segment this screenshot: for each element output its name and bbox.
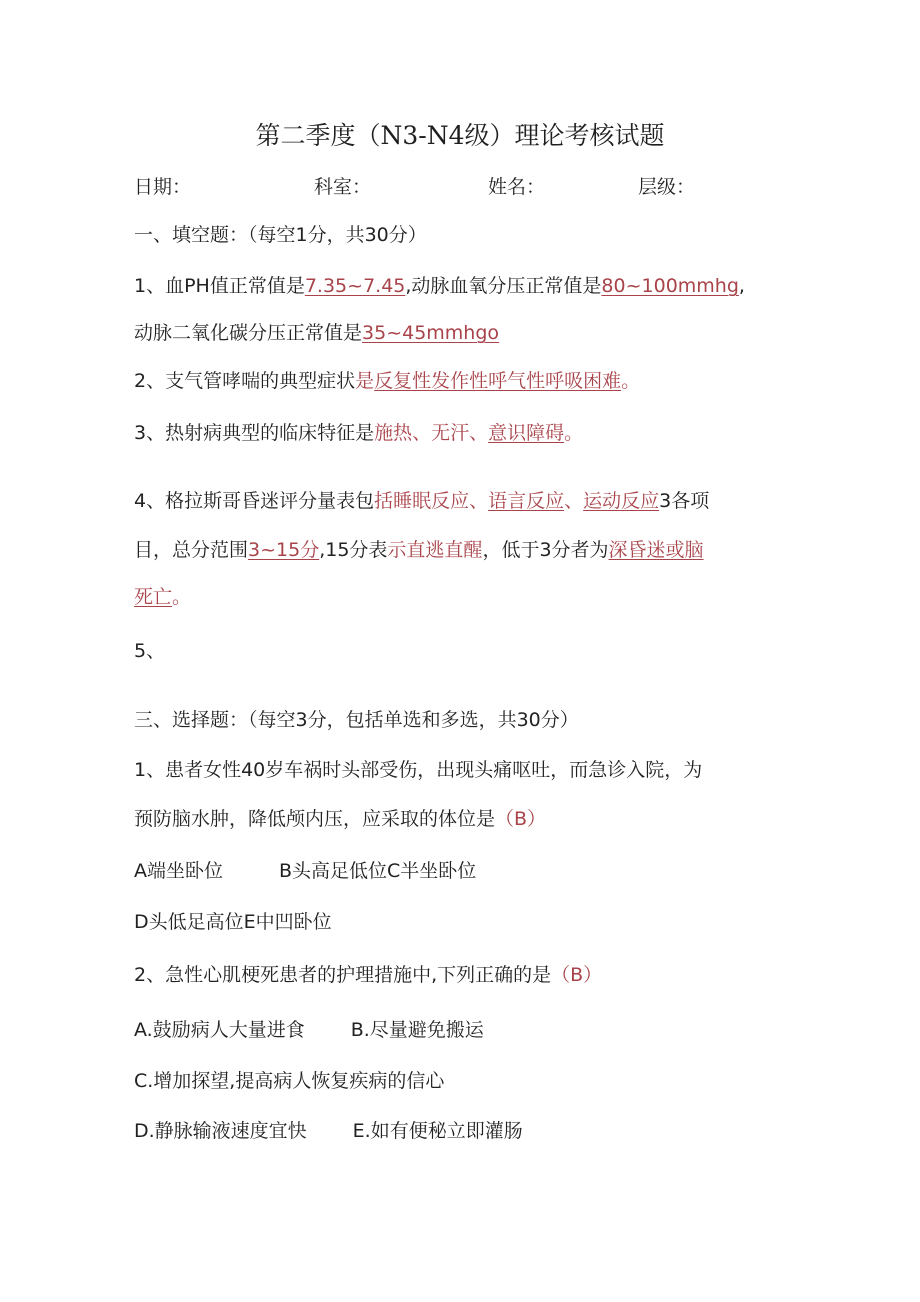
fill-question-4-cont2: 死亡。 <box>134 586 192 608</box>
choice-question-2: 2、急性心肌梗死患者的护理措施中,下列正确的是（B） <box>134 964 603 986</box>
fill-question-4: 4、格拉斯哥昏迷评分量表包括睡眠反应、语言反应、运动反应3各项 <box>134 490 710 512</box>
choice-question-1: 1、患者女性40岁车祸时头部受伤，出现头痛呕吐，而急诊入院，为 <box>134 759 703 781</box>
answer-choice: （B） <box>495 808 547 830</box>
fill-question-3: 3、热射病典型的临床特征是施热、无汗、意识障碍。 <box>134 422 584 444</box>
fill-question-2: 2、支气管哮喘的典型症状是反复性发作性呼气性呼吸困难。 <box>134 370 641 392</box>
option-bc: B头高足低位C半坐卧位 <box>279 860 477 882</box>
answer-blank: 死亡 <box>134 586 173 608</box>
section-3-heading: 三、选择题：（每空3分，包括单选和多选，共30分） <box>134 709 579 731</box>
option-d: D.静脉输液速度宜快 <box>134 1120 307 1142</box>
answer-blank: 3~15分 <box>248 539 320 561</box>
fill-question-1-cont: 动脉二氧化碳分压正常值是35~45mmhgo <box>134 322 500 344</box>
choice-1-options-de: D头低足高位E中凹卧位 <box>134 911 332 933</box>
answer-blank: 意识障碍 <box>488 422 565 444</box>
option-e: E.如有便秘立即灌肠 <box>352 1120 523 1142</box>
option-b: B.尽量避免搬运 <box>350 1019 484 1041</box>
answer-blank: 反复性发作性呼气性呼吸困难 <box>374 370 622 392</box>
name-label: 姓名： <box>488 176 546 198</box>
section-1-heading: 一、填空题：（每空1分，共30分） <box>134 224 427 246</box>
choice-1-options-abc <box>134 856 794 883</box>
option-a: A端坐卧位 <box>134 860 223 882</box>
answer-blank: 35~45mmhgo <box>362 322 500 344</box>
date-label: 日期： <box>134 176 192 198</box>
fill-question-5: 5、 <box>134 640 166 662</box>
option-a: A.鼓励病人大量进食 <box>134 1019 305 1041</box>
header-fields <box>134 172 794 198</box>
choice-question-1-cont: 预防脑水肿，降低颅内压，应采取的体位是（B） <box>134 808 547 830</box>
fill-question-4-cont: 目，总分范围3~15分,15分表示直逃直醒，低于3分者为深昏迷或脑 <box>134 539 704 561</box>
department-label: 科室： <box>314 176 372 198</box>
answer-choice: （B） <box>551 964 603 986</box>
page-title: 第二季度（N3-N4级）理论考核试题 <box>255 121 665 150</box>
answer-blank: 运动反应 <box>583 490 660 512</box>
answer-blank: 80~100mmhg <box>601 275 739 297</box>
fill-question-1: 1、血PH值正常值是7.35~7.45,动脉血氧分压正常值是80~100mmhg, <box>134 275 745 297</box>
level-label: 层级： <box>638 176 696 198</box>
answer-blank: 语言反应 <box>488 490 565 512</box>
choice-2-option-c: C.增加探望,提高病人恢复疾病的信心 <box>134 1070 445 1092</box>
answer-blank: 深昏迷或脑 <box>608 539 704 561</box>
choice-2-options-ab <box>134 1015 794 1042</box>
choice-2-options-de <box>134 1116 794 1143</box>
answer-blank: 7.35~7.45 <box>304 275 406 297</box>
